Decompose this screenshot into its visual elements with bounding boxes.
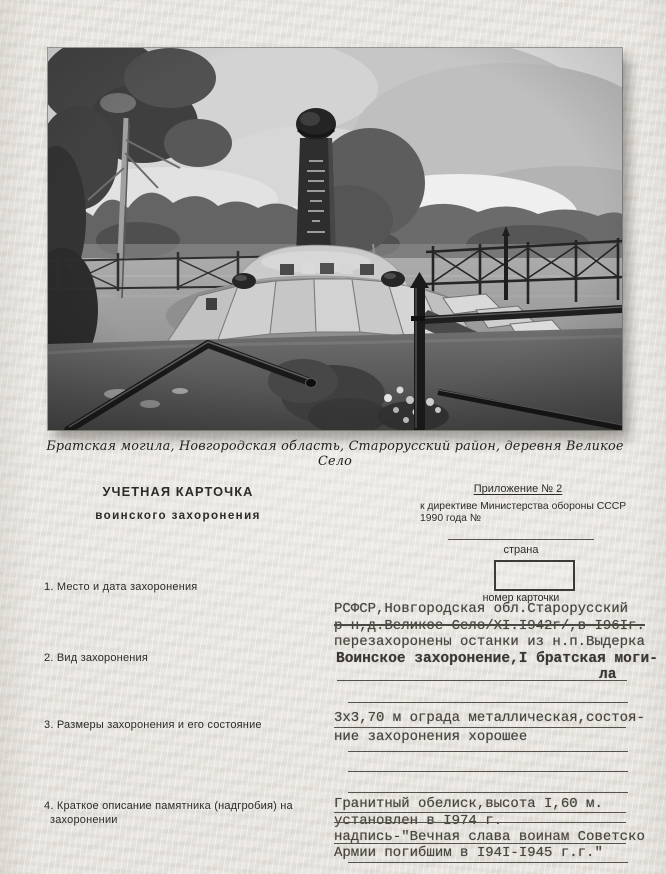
answer-line bbox=[348, 702, 628, 703]
answer-line bbox=[334, 822, 626, 823]
field-3-label: 3. Размеры захоронения и его состояние bbox=[44, 719, 262, 731]
answer-line bbox=[348, 862, 628, 863]
field-4-answer-line-3: надпись-"Вечная слава воинам Советско bbox=[334, 829, 645, 845]
field-2-answer-line-1: Воинское захоронение,I братская моги- bbox=[336, 651, 658, 667]
field-1-answer-line-2: р-н,д.Великое Село/XI.I942г/,в I96Iг. bbox=[334, 618, 645, 634]
field-2-answer-line-2: ла bbox=[599, 667, 617, 683]
field-4-answer-line-4: Армии погибшим в I94I-I945 г.г." bbox=[334, 845, 603, 861]
memorial-photo-graphic bbox=[48, 48, 622, 430]
form-title-line1: УЧЕТНАЯ КАРТОЧКА bbox=[102, 484, 254, 499]
answer-line bbox=[348, 792, 628, 793]
card-number-box bbox=[494, 560, 575, 591]
answer-line bbox=[348, 751, 628, 752]
annex-year: 1990 года № bbox=[420, 513, 481, 524]
field-1-answer-line-3: перезахоронены останки из н.п.Выдерка bbox=[334, 634, 645, 650]
field-4-answer-line-1: Гранитный обелиск,высота I,60 м. bbox=[334, 796, 603, 812]
field-4-answer-line-2: установлен в I974 г. bbox=[334, 813, 503, 829]
field-1-answer-line-1: РСФСР,Новгородская обл.Старорусский bbox=[334, 601, 629, 617]
answer-line bbox=[334, 843, 626, 844]
photo-caption: Братская могила, Новгородская область, Старорусский район, деревня Великое Село bbox=[46, 439, 624, 469]
country-line bbox=[448, 539, 594, 540]
memorial-photo bbox=[48, 48, 622, 430]
answer-line bbox=[348, 771, 628, 772]
annex-directive: к директиве Министерства обороны СССР bbox=[420, 501, 627, 512]
form-title-line2: воинского захоронения bbox=[95, 509, 261, 522]
card-number-label: номер карточки bbox=[482, 592, 560, 604]
field-3-answer-line-2: ние захоронения хорошее bbox=[334, 729, 528, 745]
field-3-answer-line-1: 3х3,70 м ограда металлическая,состоя- bbox=[334, 710, 645, 726]
answer-line bbox=[337, 680, 627, 681]
field-1-label: 1. Место и дата захоронения bbox=[44, 581, 198, 593]
field-2-label: 2. Вид захоронения bbox=[44, 652, 149, 664]
answer-line bbox=[334, 727, 626, 728]
field-4-label: 4. Краткое описание памятника (надгробия) на захоронении bbox=[44, 800, 293, 826]
annex-number: Приложение № 2 bbox=[473, 483, 563, 495]
country-label: страна bbox=[503, 544, 539, 556]
